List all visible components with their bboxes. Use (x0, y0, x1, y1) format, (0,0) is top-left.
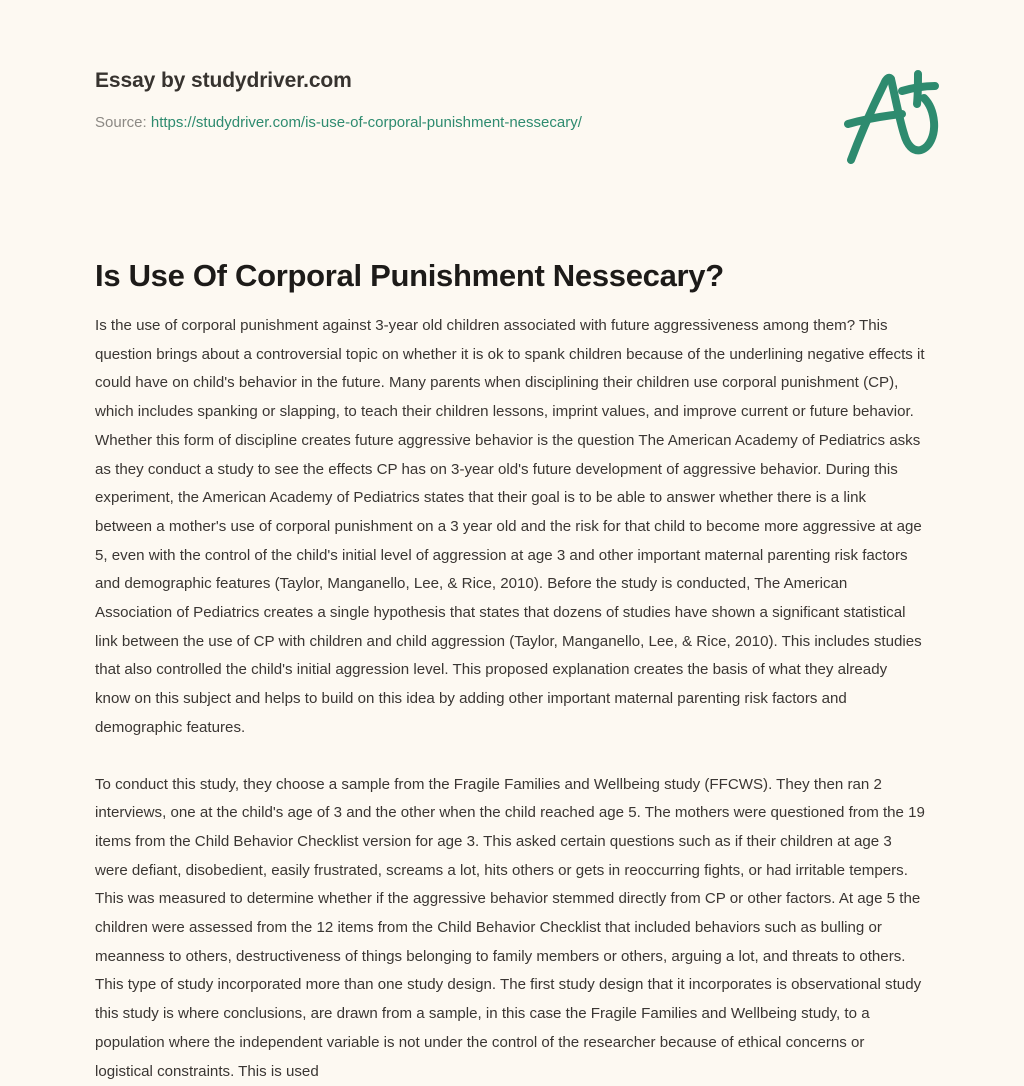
source-label: Source: (95, 114, 147, 132)
source-url-link[interactable]: https://studydriver.com/is-use-of-corporal-punishment-nessecary/ (150, 114, 582, 132)
a-plus-logo-icon (838, 62, 948, 172)
page-title: Is Use Of Corporal Punishment Nessecary? (95, 257, 724, 293)
body-paragraph: Is the use of corporal punishment against 3-year old children associated with future aggressiveness among them? This question brings about a controversial topic on whether it is ok to spank children because of the underlining negative effects it could have on child's behavior in the future. Many parents when disciplining their children use corporal punishment (CP), which includes spanking or slapping, to teach their children lessons, imprint values, and improve current or future behavior. Whether this form of discipline creates future aggressive behavior is the question The American Academy of Pediatrics asks as they conduct a study to see the effects CP has on 3-year old's future development of aggressive behavior. During this experiment, the American Academy of Pediatrics states that their goal is to be able to answer whether there is a link between a mother's use of corporal punishment on a 3 year old and the risk for that child to become more aggressive at age 5, even with the control of the child's initial level of aggression at age 3 and other important maternal parenting risk factors and demographic features (Taylor, Manganello, Lee, & Rice, 2010). Before the study is conducted, The American Association of Pediatrics creates a single hypothesis that states that dozens of studies have shown a significant statistical link between the use of CP with children and child aggression (Taylor, Manganello, Lee, & Rice, 2010). This includes studies that also controlled the child's initial aggression level. This proposed explanation creates the basis of what they already know on this subject and helps to build on this idea by adding other important maternal parenting risk factors and demographic features. (95, 317, 925, 736)
body-paragraph: To conduct this study, they choose a sample from the Fragile Families and Wellbeing study (FFCWS). They then ran 2 interviews, one at the child's age of 3 and the other when the child reached age 5. The mothers were questioned from the 19 items from the Child Behavior Checklist version for age 3. This asked certain questions such as if their children at age 3 were defiant, disobedient, easily frustrated, screams a lot, hits others or gets in reoccurring fights, or had irritable tempers. This was measured to determine whether if the aggressive behavior stemmed directly from CP or other factors. At age 5 the children were assessed from the 12 items from the Child Behavior Checklist that included behaviors such as bulling or meanness to others, destructiveness of things belonging to family members or others, arguing a lot, and threats to others. This type of study incorporated more than one study design. The first study design that it incorporates is observational study this study is where conclusions, are drawn from a sample, in this case the Fragile Families and Wellbeing study, to a population where the independent variable is not under the control of the researcher because of ethical concerns or logistical constraints. This is used (95, 775, 925, 1080)
page-header (95, 68, 929, 133)
source-line (95, 113, 929, 133)
brand-title: Essay by studydriver.com (95, 69, 352, 92)
essay-body (95, 312, 926, 1086)
